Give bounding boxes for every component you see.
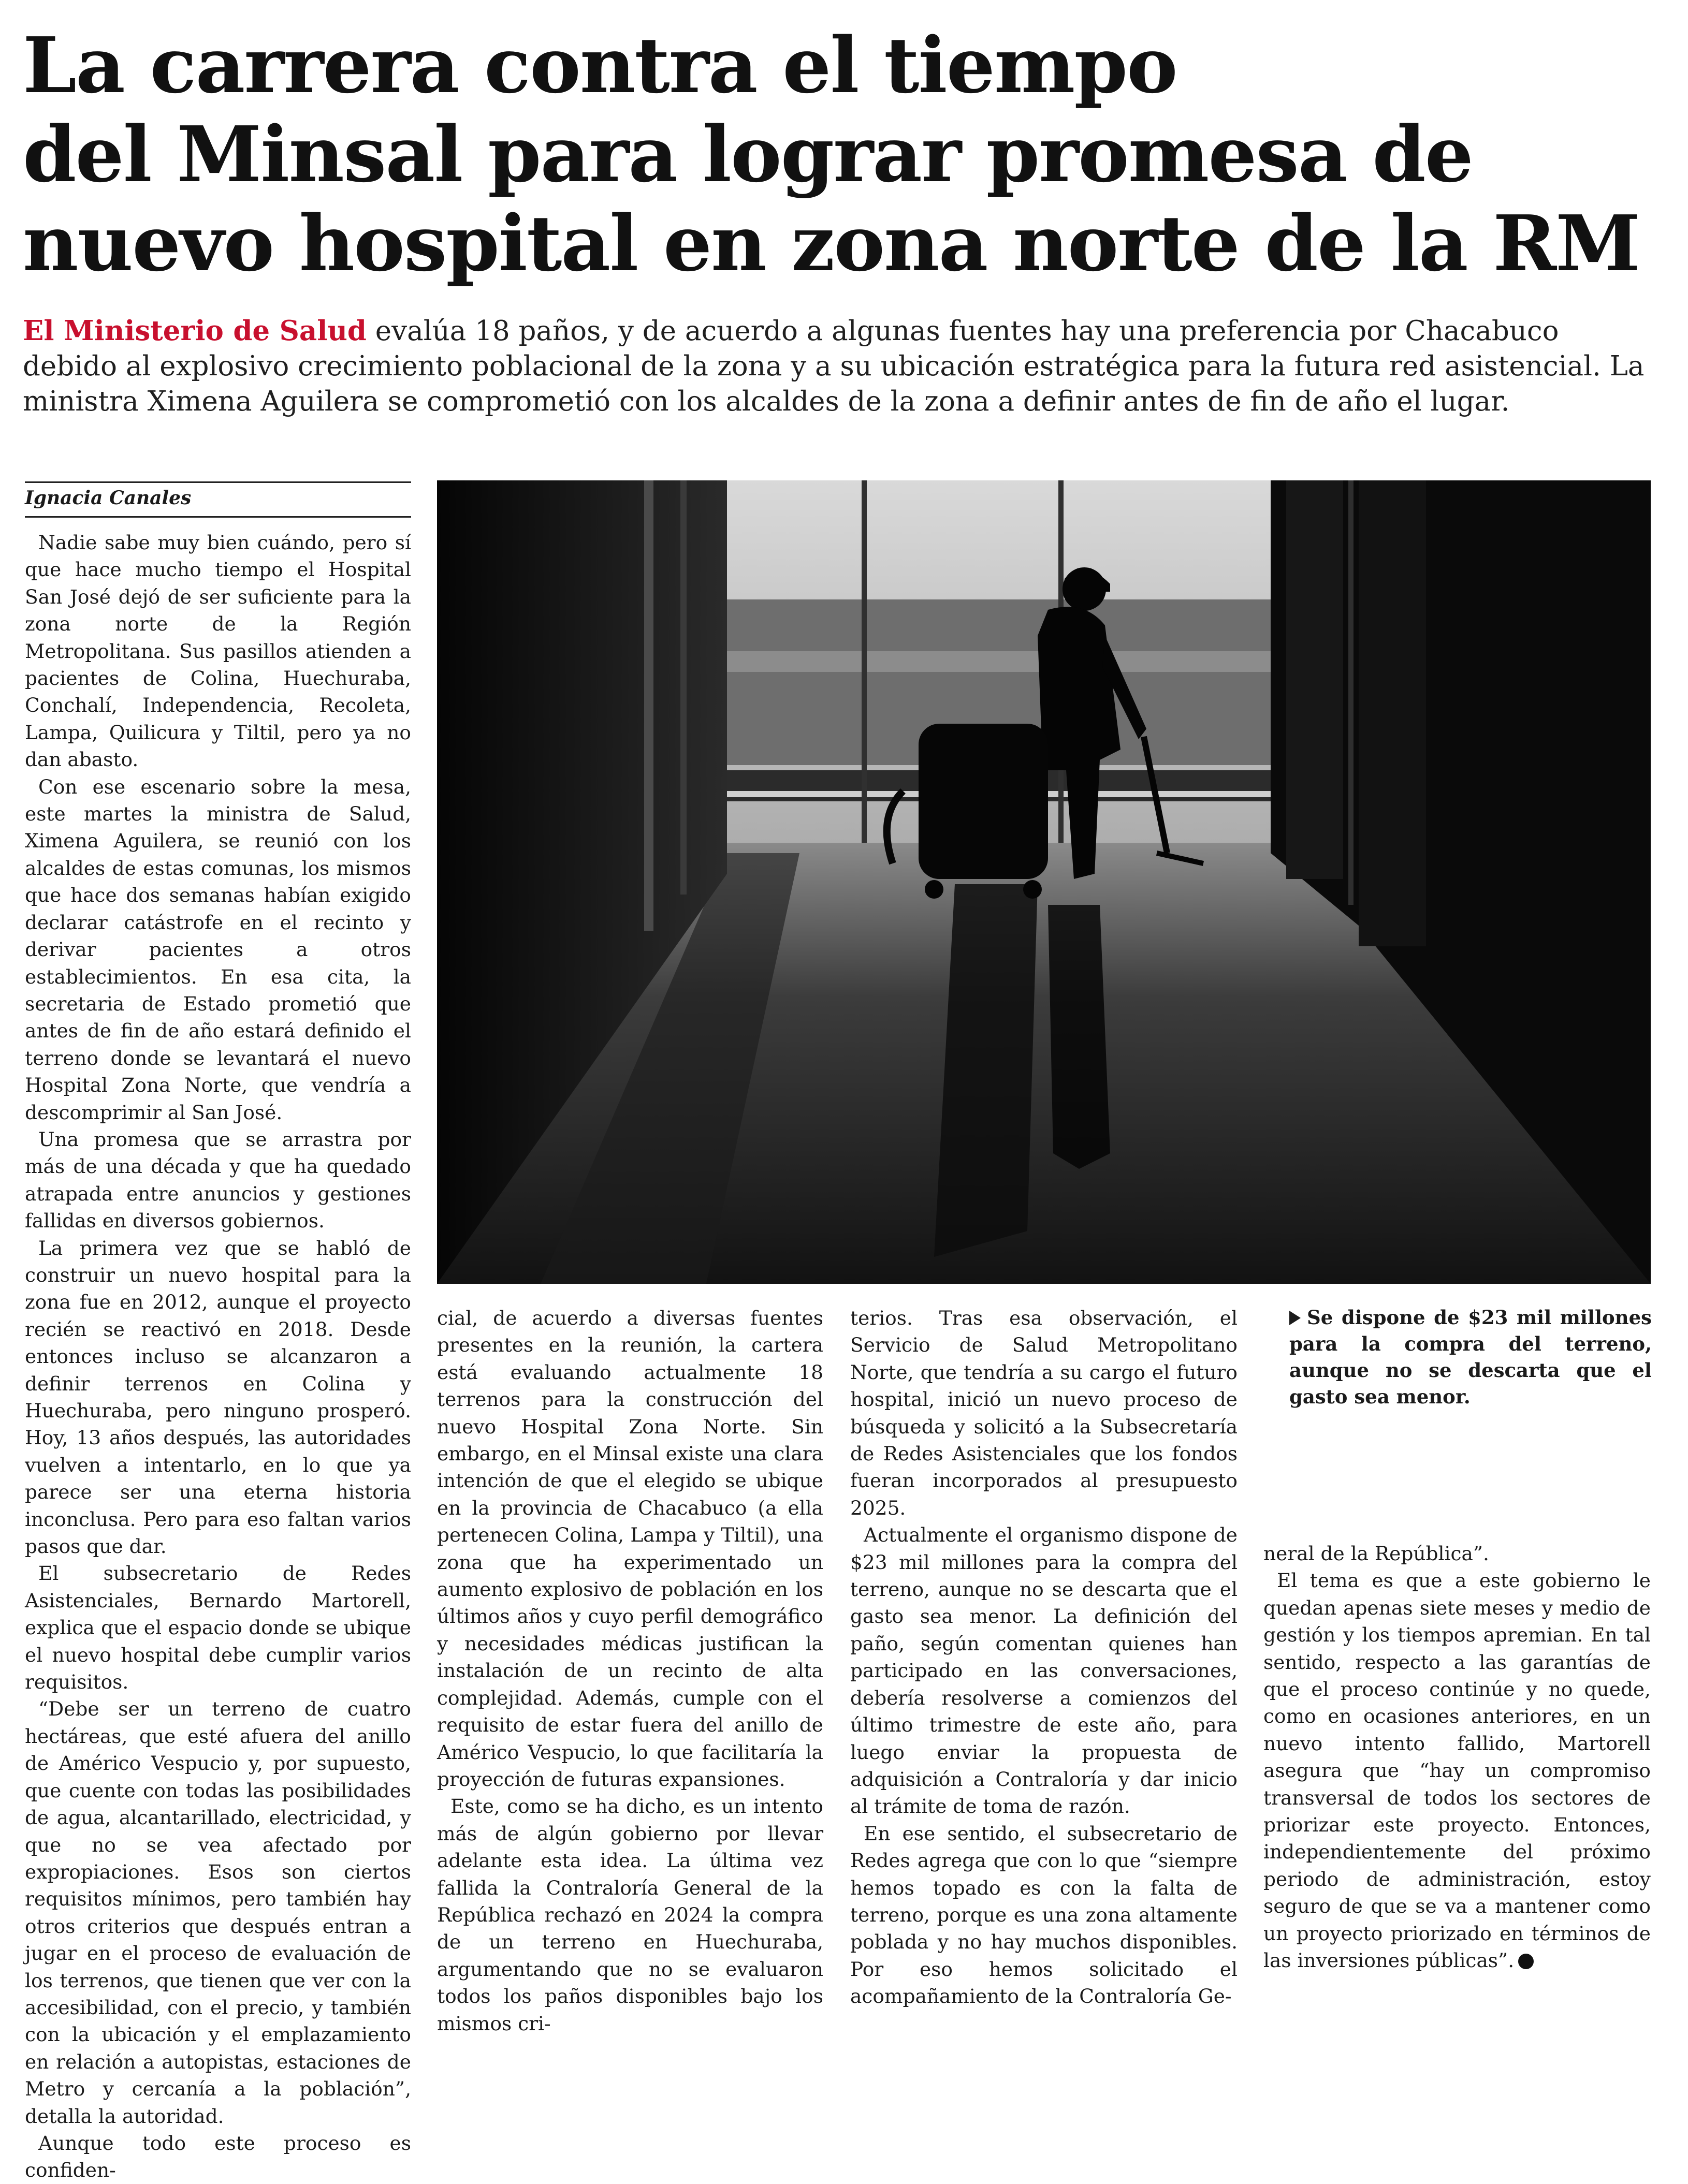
body-paragraph: terios. Tras esa observación, el Servicio de Salud Metropolitano Norte, que tendría a su cargo el futuro hospital, inició un nuevo proceso de búsqueda y solicitó a la Subsecretaría de Redes Asistenciales que los fondos fueran incorporados al presupuesto 2025. (850, 1307, 1238, 1519)
photo-hospital-corridor (437, 480, 1651, 1284)
body-column-3 (850, 1304, 1238, 2010)
body-column-1 (25, 529, 411, 2184)
body-paragraph: La primera vez que se habló de construir un nuevo hospital para la zona fue en 2012, aunque el proyecto recién se reactivó en 2018. Desde entonces incluso se alcanzaron a definir terrenos en Colina y Huechuraba, pero ninguno prosperó. Hoy, 13 años después, las autoridades vuelven a intentarlo, en lo que ya parece ser una eterna historia inconclusa. Pero para eso faltan varios pasos que dar. (25, 1236, 411, 1558)
end-of-article-icon (1518, 1954, 1534, 1969)
deck-lead: El Ministerio de Salud (23, 315, 367, 347)
photo-illustration (437, 480, 1651, 1284)
caption-arrow-icon (1289, 1311, 1301, 1325)
body-paragraph (1263, 1567, 1651, 1974)
body-column-2 (437, 1304, 823, 2037)
body-paragraph: Actualmente el organismo dispone de $23 mil millones para la compra del terreno, aunque no se descarta que el gasto sea menor. La definición del paño, según comentan quienes han participado en las conversaciones, debería resolverse a comienzos del último trimestre de este año, para luego enviar la propuesta de adquisición a Contraloría y dar inicio al trámite de toma de razón. (850, 1523, 1238, 1818)
body-paragraph: Este, como se ha dicho, es un intento más de algún gobierno por llevar adelante esta idea. La última vez fallida la Contraloría General de la República rechazó en 2024 la compra de un terreno en Huechuraba, argumentando que no se evaluaron todos los paños disponibles bajo los mismos cri- (437, 1795, 823, 2035)
deck-summary (23, 313, 1654, 419)
headline-line-3: nuevo hospital en zona norte de la RM (23, 198, 1640, 288)
body-paragraph: El subsecretario de Redes Asistenciales, Bernardo Martorell, explica que el espacio donde se ubique el nuevo hospital debe cumplir varios requisitos. (25, 1562, 411, 1694)
deck-text: evalúa 18 paños, y de acuerdo a algunas fuentes hay una preferencia por Chacabuco debido al explosivo crecimiento poblacional de la zona y a su ubicación estratégica para la futura red asistencial. La ministra Ximena Aguilera se comprometió con los alcaldes de la zona a definir antes de fin de año el lugar. (23, 315, 1645, 417)
body-paragraph: cial, de acuerdo a diversas fuentes presentes en la reunión, la cartera está evaluando actualmente 18 terrenos para la construcción del nuevo Hospital Zona Norte. Sin embargo, en el Minsal existe una clara intención de que el elegido se ubique en la provincia de Chacabuco (a ella pertenecen Colina, Lampa y Tiltil), una zona que ha experimentado un aumento explosivo de población en los últimos años y cuyo perfil demográfico y necesidades médicas justifican la instalación de un recinto de alta complejidad. Además, cumple con el requisito de estar fuera del anillo de Américo Vespucio, lo que facilitaría la proyección de futuras expansiones. (437, 1307, 823, 1791)
byline: Ignacia Canales (25, 481, 411, 518)
body-paragraph: Nadie sabe muy bien cuándo, pero sí que hace mucho tiempo el Hospital San José dejó de ser suficiente para la zona norte de la Región Metropolitana. Sus pasillos atienden a pacientes de Colina, Huechuraba, Conchalí, Independencia, Recoleta, Lampa, Quilicura y Tiltil, pero ya no dan abasto. (25, 531, 411, 771)
body-column-4 (1263, 1540, 1651, 1974)
body-paragraph: En ese sentido, el subsecretario de Redes agrega que con lo que “siempre hemos topado es con la falta de terreno, porque es una zona altamente poblada y no hay muchos disponibles. Por eso hemos solicitado el acompañamiento de la Contraloría Ge- (850, 1822, 1238, 2008)
body-paragraph: Una promesa que se arrastra por más de una década y que ha quedado atrapada entre anuncios y gestiones fallidas en diversos gobiernos. (25, 1127, 411, 1233)
headline-line-1: La carrera contra el tiempo (23, 20, 1177, 110)
body-paragraph: Con ese escenario sobre la mesa, este martes la ministra de Salud, Ximena Aguilera, se reunió con los alcaldes de estas comunas, los mismos que hace dos semanas habían exigido declarar catástrofe en el recinto y derivar pacientes a otros establecimientos. En esa cita, la secretaria de Estado prometió que antes de fin de año estará definido el terreno donde se levantará el nuevo Hospital Zona Norte, que vendría a descomprimir al San José. (25, 775, 411, 1124)
headline-line-2: del Minsal para lograr promesa de (23, 109, 1473, 199)
body-paragraph: neral de la República”. (1263, 1542, 1489, 1565)
photo-caption (1289, 1304, 1652, 1410)
caption-text: Se dispone de $23 mil millones para la compra del terreno, aunque no se descarta que el gasto sea menor. (1289, 1306, 1652, 1408)
body-paragraph-text: El tema es que a este gobierno le quedan apenas siete meses y medio de gestión y los tiempos apremian. En tal sentido, respecto a las garantías de que el proceso continúe y no quede, como en ocasiones anteriores, en un nuevo intento fallido, Martorell asegura que “hay un compromiso transversal de todos los sectores de priorizar este proyecto. Entonces, independientemente del próximo periodo de administración, estoy seguro de que se va a mantener como un proyecto priorizado en términos de las inversiones públicas”. (1263, 1569, 1651, 1972)
body-paragraph: “Debe ser un terreno de cuatro hectáreas, que esté afuera del anillo de Américo Vespucio y, por supuesto, que cuente con todas las posibilidades de agua, alcantarillado, electricidad, y que no se vea afectado por expropiaciones. Esos son ciertos requisitos mínimos, pero también hay otros criterios que después entran a jugar en el proceso de evaluación de los terrenos, que tienen que ver con la accesibilidad, con el precio, y también con la ubicación y el emplazamiento en relación a autopistas, estaciones de Metro y cercanía a la población”, detalla la autoridad. (25, 1697, 411, 2128)
headline (23, 21, 1654, 288)
body-paragraph: Aunque todo este proceso es confiden- (25, 2131, 411, 2182)
